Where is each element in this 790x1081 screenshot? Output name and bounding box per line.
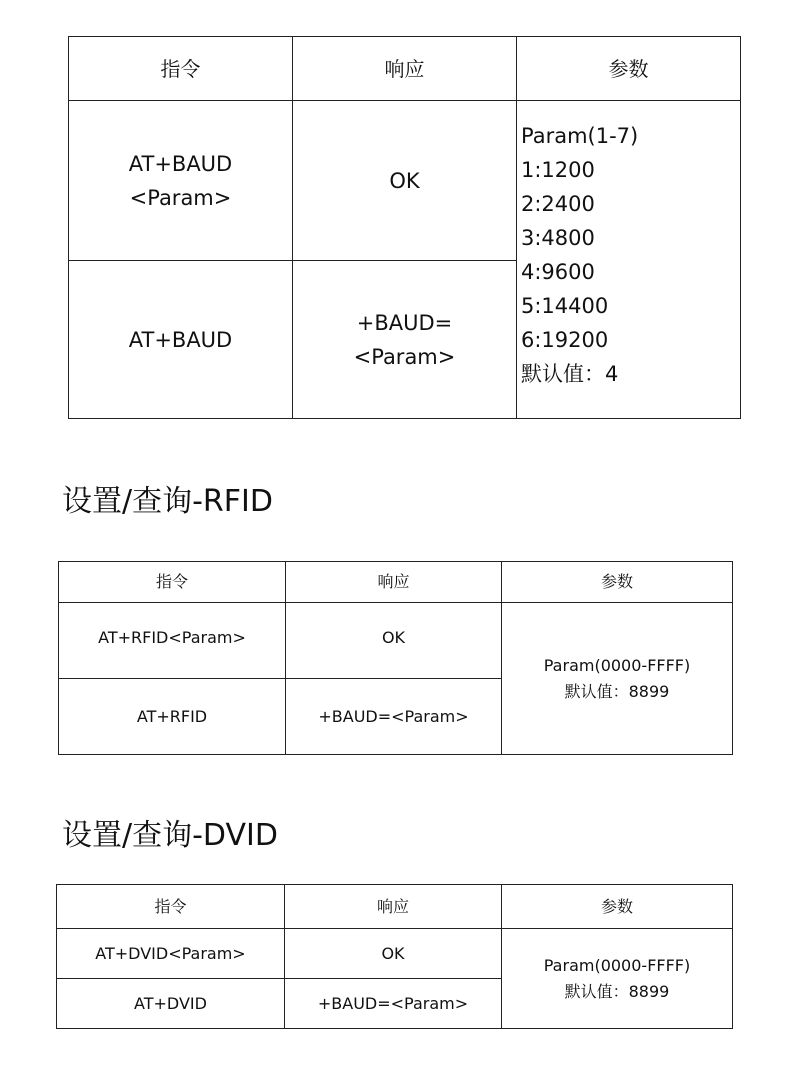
param-line: 1:1200 (521, 158, 595, 182)
command-text: AT+BAUD (128, 151, 233, 176)
header-param: 参数 (502, 885, 733, 929)
param-line: 6:19200 (521, 328, 609, 352)
section-title-rfid: 设置/查询-RFID (62, 484, 273, 519)
param-line: 5:14400 (521, 294, 609, 318)
command-cell: AT+RFID (59, 679, 286, 755)
param-line: 默认值：8899 (564, 981, 670, 1001)
param-line: Param(1-7) (521, 124, 639, 148)
param-cell (502, 603, 733, 755)
header-response: 响应 (293, 37, 517, 101)
response-cell (293, 101, 517, 261)
table-row (59, 603, 733, 679)
response-text: <Param> (353, 344, 456, 369)
response-text: +BAUD= (356, 310, 453, 335)
command-cell (69, 261, 293, 419)
response-cell: +BAUD=<Param> (286, 679, 502, 755)
table-header-row (69, 37, 741, 101)
response-cell: OK (285, 929, 502, 979)
dvid-table (56, 884, 733, 1029)
param-cell (502, 929, 733, 1029)
param-line: 2:2400 (521, 192, 595, 216)
param-cell (517, 101, 741, 419)
header-command: 指令 (59, 562, 286, 603)
section-title-dvid: 设置/查询-DVID (62, 818, 278, 853)
command-cell: AT+DVID (57, 979, 285, 1029)
table-row (57, 929, 733, 979)
param-line: Param(0000-FFFF) (543, 655, 691, 675)
param-line: 3:4800 (521, 226, 595, 250)
command-cell: AT+RFID<Param> (59, 603, 286, 679)
command-text: <Param> (129, 185, 232, 210)
response-cell (293, 261, 517, 419)
header-response: 响应 (285, 885, 502, 929)
command-cell (69, 101, 293, 261)
response-cell: OK (286, 603, 502, 679)
rfid-table (58, 561, 733, 755)
command-text: AT+BAUD (128, 327, 233, 352)
table-header-row (59, 562, 733, 603)
param-line: 默认值：8899 (564, 681, 670, 701)
command-cell: AT+DVID<Param> (57, 929, 285, 979)
param-line: 默认值：4 (521, 362, 619, 386)
header-response: 响应 (286, 562, 502, 603)
header-param: 参数 (502, 562, 733, 603)
table-row (69, 101, 741, 261)
header-command: 指令 (69, 37, 293, 101)
response-cell: +BAUD=<Param> (285, 979, 502, 1029)
param-line: 4:9600 (521, 260, 595, 284)
baud-table (68, 36, 741, 419)
header-param: 参数 (517, 37, 741, 101)
header-command: 指令 (57, 885, 285, 929)
param-line: Param(0000-FFFF) (543, 955, 691, 975)
response-text: OK (389, 168, 420, 193)
table-header-row (57, 885, 733, 929)
